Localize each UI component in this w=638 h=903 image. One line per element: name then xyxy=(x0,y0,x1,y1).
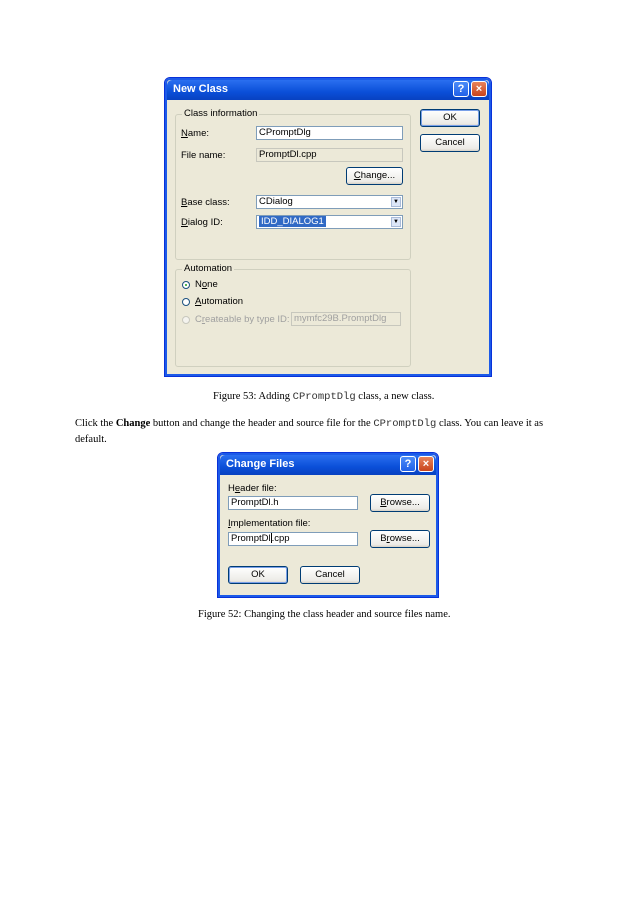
automation-radio[interactable] xyxy=(182,298,190,306)
figure-53-caption: Figure 53: Adding CPromptDlg class, a new class. xyxy=(213,391,435,403)
radio-selected-dot xyxy=(185,284,187,286)
implementation-browse-button[interactable]: Browse... xyxy=(370,530,430,548)
createable-label: Createable by type ID: xyxy=(195,314,290,325)
automation-legend: Automation xyxy=(184,263,233,274)
base-class-combo[interactable] xyxy=(256,195,403,209)
name-label: Name: xyxy=(181,128,209,139)
type-id-field: mymfc29B.PromptDlg xyxy=(291,312,401,326)
header-file-input[interactable]: PromptDl.h xyxy=(228,496,358,510)
help-icon[interactable]: ? xyxy=(400,456,416,472)
help-icon[interactable]: ? xyxy=(453,81,469,97)
change-files-title: Change Files xyxy=(226,458,295,470)
none-label[interactable]: None xyxy=(195,279,218,290)
base-class-label: Base class: xyxy=(181,197,230,208)
cancel-button[interactable]: Cancel xyxy=(300,566,360,584)
close-icon[interactable]: × xyxy=(418,456,434,472)
header-browse-button[interactable]: Browse... xyxy=(370,494,430,512)
name-input[interactable]: CPromptDlg xyxy=(256,126,403,140)
instruction-paragraph: Click the Change button and change the header and source file for the CPromptDlg class. You can leave it as default. xyxy=(75,418,544,445)
dialog-id-value: IDD_DIALOG1 xyxy=(261,216,324,227)
dialog-id-combo[interactable] xyxy=(256,215,403,229)
change-button[interactable]: Change... xyxy=(346,167,403,185)
class-information-legend: Class information xyxy=(184,108,258,119)
close-icon[interactable]: × xyxy=(471,81,487,97)
chevron-down-icon[interactable]: ▼ xyxy=(391,197,401,207)
class-information-group xyxy=(175,108,411,260)
file-name-field: PromptDl.cpp xyxy=(256,148,403,162)
implementation-file-label: Implementation file: xyxy=(228,518,311,529)
file-name-label: File name: xyxy=(181,150,226,161)
header-file-label: Header file: xyxy=(228,483,277,494)
new-class-title: New Class xyxy=(173,83,229,95)
figure-52-caption: Figure 52: Changing the class header and source files name. xyxy=(198,609,451,620)
new-class-titlebar[interactable] xyxy=(167,80,489,100)
change-files-titlebar[interactable] xyxy=(220,455,436,475)
cancel-button[interactable]: Cancel xyxy=(420,134,480,152)
new-class-dialog xyxy=(164,77,492,377)
base-class-value: CDialog xyxy=(259,196,293,207)
change-files-client xyxy=(221,475,435,594)
ok-button[interactable]: OK xyxy=(228,566,288,584)
automation-group xyxy=(175,263,411,367)
ok-button[interactable]: OK xyxy=(420,109,480,127)
createable-radio[interactable] xyxy=(182,316,190,324)
change-files-dialog xyxy=(217,452,439,598)
automation-label[interactable]: Automation xyxy=(195,296,244,307)
chevron-down-icon[interactable]: ▼ xyxy=(391,217,401,227)
new-class-client xyxy=(168,100,488,373)
dialog-id-label: Dialog ID: xyxy=(181,217,223,228)
implementation-file-input[interactable]: PromptDl.cpp xyxy=(228,532,358,546)
none-radio[interactable] xyxy=(182,281,190,289)
